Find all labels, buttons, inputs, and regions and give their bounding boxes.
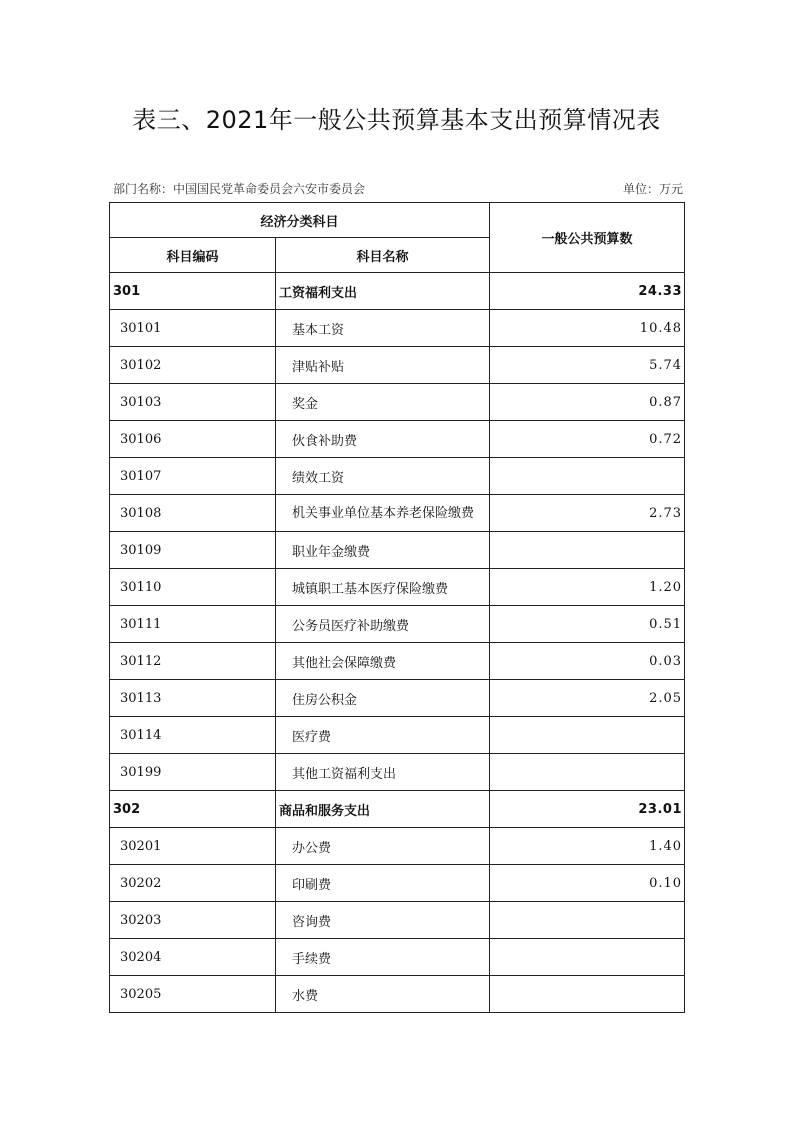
header-name: 科目名称	[276, 238, 490, 273]
row-amount: 24.33	[490, 273, 685, 310]
row-code: 30203	[110, 902, 276, 939]
row-amount: 5.74	[490, 347, 685, 384]
header-economic-class: 经济分类科目	[110, 203, 490, 238]
row-amount: 23.01	[490, 791, 685, 828]
row-name: 绩效工资	[276, 458, 490, 495]
table-row	[110, 347, 685, 384]
table-row	[110, 939, 685, 976]
row-amount	[490, 717, 685, 754]
row-code: 30114	[110, 717, 276, 754]
row-code: 30110	[110, 569, 276, 606]
row-name: 水费	[276, 976, 490, 1013]
row-code: 30108	[110, 495, 276, 532]
table-row	[110, 828, 685, 865]
row-name: 机关事业单位基本养老保险缴费	[276, 495, 490, 532]
table-row	[110, 902, 685, 939]
department-label: 部门名称：中国国民党革命委员会六安市委员会	[113, 182, 366, 196]
row-amount	[490, 754, 685, 791]
table-row	[110, 310, 685, 347]
row-amount: 0.51	[490, 606, 685, 643]
row-amount	[490, 532, 685, 569]
row-name: 手续费	[276, 939, 490, 976]
row-amount: 0.03	[490, 643, 685, 680]
row-code: 30103	[110, 384, 276, 421]
row-amount: 10.48	[490, 310, 685, 347]
table-row	[110, 717, 685, 754]
row-name: 印刷费	[276, 865, 490, 902]
row-name: 津贴补贴	[276, 347, 490, 384]
row-code: 30201	[110, 828, 276, 865]
row-code: 30202	[110, 865, 276, 902]
table-row	[110, 976, 685, 1013]
row-name: 工资福利支出	[276, 273, 490, 310]
table-row	[110, 532, 685, 569]
row-amount: 0.72	[490, 421, 685, 458]
table-row	[110, 643, 685, 680]
row-amount: 1.20	[490, 569, 685, 606]
row-code: 30101	[110, 310, 276, 347]
row-code: 301	[110, 273, 276, 310]
row-name: 医疗费	[276, 717, 490, 754]
budget-table	[109, 202, 685, 1013]
row-name: 咨询费	[276, 902, 490, 939]
row-name: 职业年金缴费	[276, 532, 490, 569]
row-amount: 0.87	[490, 384, 685, 421]
row-name: 公务员医疗补助缴费	[276, 606, 490, 643]
table-row	[110, 421, 685, 458]
page-title: 表三、2021年一般公共预算基本支出预算情况表	[132, 106, 661, 134]
table-row	[110, 384, 685, 421]
unit-label: 单位：万元	[622, 182, 683, 196]
row-name: 其他工资福利支出	[276, 754, 490, 791]
row-amount	[490, 458, 685, 495]
row-amount: 2.73	[490, 495, 685, 532]
table-body	[110, 273, 685, 1013]
row-name: 城镇职工基本医疗保险缴费	[276, 569, 490, 606]
table-row	[110, 569, 685, 606]
category-row	[110, 273, 685, 310]
row-code: 30111	[110, 606, 276, 643]
header-code: 科目编码	[110, 238, 276, 273]
header-amount: 一般公共预算数	[490, 203, 685, 273]
row-amount: 1.40	[490, 828, 685, 865]
row-code: 30109	[110, 532, 276, 569]
row-code: 30204	[110, 939, 276, 976]
row-code: 30107	[110, 458, 276, 495]
row-name: 办公费	[276, 828, 490, 865]
table-row	[110, 680, 685, 717]
row-amount	[490, 902, 685, 939]
table-row	[110, 606, 685, 643]
row-code: 302	[110, 791, 276, 828]
row-name: 伙食补助费	[276, 421, 490, 458]
row-name: 住房公积金	[276, 680, 490, 717]
category-row	[110, 791, 685, 828]
row-amount	[490, 976, 685, 1013]
row-code: 30106	[110, 421, 276, 458]
row-code: 30102	[110, 347, 276, 384]
row-name: 基本工资	[276, 310, 490, 347]
row-amount: 2.05	[490, 680, 685, 717]
row-amount: 0.10	[490, 865, 685, 902]
row-amount	[490, 939, 685, 976]
table-row	[110, 865, 685, 902]
row-code: 30205	[110, 976, 276, 1013]
table-row	[110, 754, 685, 791]
table-row	[110, 458, 685, 495]
row-code: 30113	[110, 680, 276, 717]
row-name: 奖金	[276, 384, 490, 421]
table-row	[110, 495, 685, 532]
header-row-top	[110, 203, 685, 238]
row-name: 其他社会保障缴费	[276, 643, 490, 680]
row-name: 商品和服务支出	[276, 791, 490, 828]
row-code: 30112	[110, 643, 276, 680]
row-code: 30199	[110, 754, 276, 791]
